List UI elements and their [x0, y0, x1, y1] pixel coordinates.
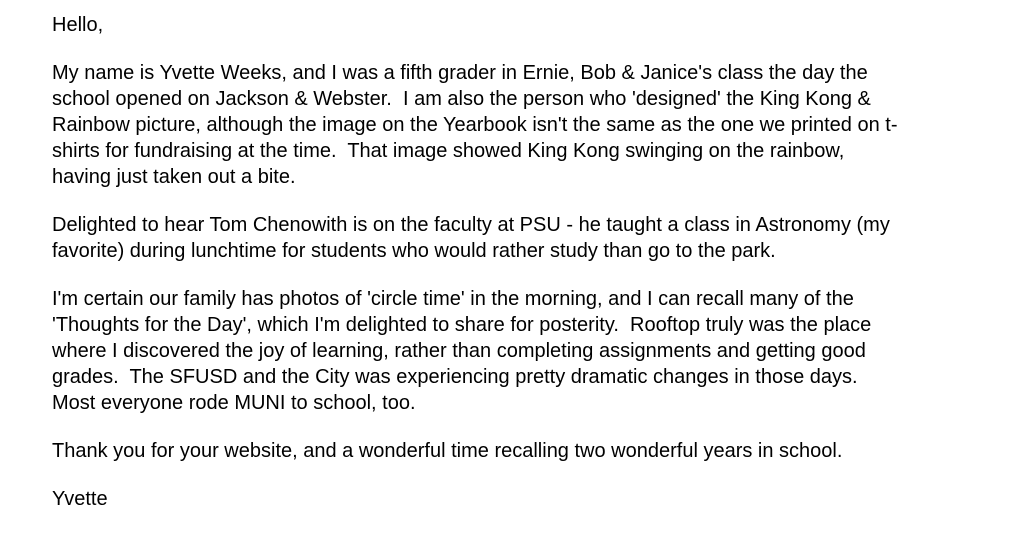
signature: [52, 486, 1002, 512]
greeting-line: Hello,: [52, 14, 104, 36]
signature-line: Yvette: [52, 488, 108, 510]
paragraph-line: Thank you for your website, and a wonderful time recalling two wonderful years in school.: [52, 440, 843, 462]
paragraph-intro: [52, 60, 1002, 190]
paragraph-line: grades. The SFUSD and the City was experiencing pretty dramatic changes in those days.: [52, 366, 858, 388]
letter-body: [52, 12, 1002, 534]
paragraph-thanks: [52, 438, 1002, 464]
paragraph-line: where I discovered the joy of learning, rather than completing assignments and getting good: [52, 340, 866, 362]
paragraph-line: favorite) during lunchtime for students who would rather study than go to the park.: [52, 240, 776, 262]
paragraph-memories: [52, 286, 1002, 416]
paragraph-line: My name is Yvette Weeks, and I was a fifth grader in Ernie, Bob & Janice's class the day the: [52, 62, 868, 84]
paragraph-line: Delighted to hear Tom Chenowith is on the faculty at PSU - he taught a class in Astronomy (my: [52, 214, 890, 236]
paragraph-line: 'Thoughts for the Day', which I'm delighted to share for posterity. Rooftop truly was the place: [52, 314, 872, 336]
paragraph-line: school opened on Jackson & Webster. I am also the person who 'designed' the King Kong &: [52, 88, 871, 110]
paragraph-line: I'm certain our family has photos of 'circle time' in the morning, and I can recall many of the: [52, 288, 854, 310]
paragraph-faculty: [52, 212, 1002, 264]
paragraph-line: having just taken out a bite.: [52, 166, 296, 188]
paragraph-line: Most everyone rode MUNI to school, too.: [52, 392, 416, 414]
paragraph-line: Rainbow picture, although the image on the Yearbook isn't the same as the one we printed on t-: [52, 114, 898, 136]
paragraph-line: shirts for fundraising at the time. That image showed King Kong swinging on the rainbow,: [52, 140, 845, 162]
greeting: [52, 12, 1002, 38]
